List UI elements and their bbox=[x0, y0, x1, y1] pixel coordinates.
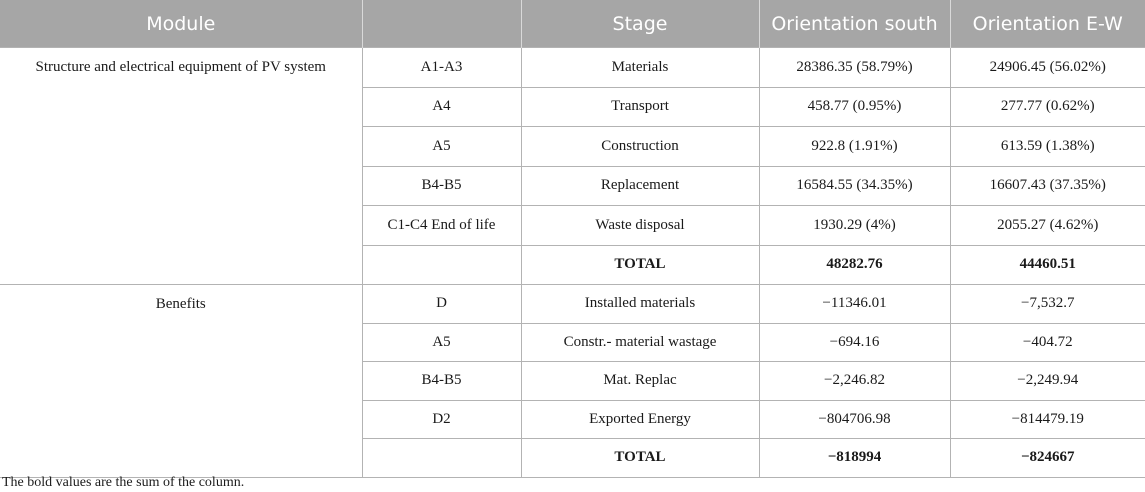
item-cell: TOTAL bbox=[521, 245, 759, 285]
stage-cell: D bbox=[362, 285, 521, 324]
stage-cell: B4-B5 bbox=[362, 362, 521, 401]
ew-value-cell: 44460.51 bbox=[950, 245, 1145, 285]
item-cell: Waste disposal bbox=[521, 206, 759, 246]
south-value-cell: −2,246.82 bbox=[759, 362, 950, 401]
header-orientation-south: Orientation south bbox=[759, 0, 950, 48]
ew-value-cell: −2,249.94 bbox=[950, 362, 1145, 401]
table-body bbox=[0, 48, 1145, 478]
item-cell: TOTAL bbox=[521, 439, 759, 478]
item-cell: Mat. Replac bbox=[521, 362, 759, 401]
south-value-cell: 28386.35 (58.79%) bbox=[759, 48, 950, 88]
south-value-cell: −804706.98 bbox=[759, 400, 950, 439]
ew-value-cell: 277.77 (0.62%) bbox=[950, 87, 1145, 127]
ew-value-cell: −7,532.7 bbox=[950, 285, 1145, 324]
header-module: Module bbox=[0, 0, 362, 48]
stage-cell bbox=[362, 245, 521, 285]
header-row bbox=[0, 0, 1145, 48]
item-cell: Constr.- material wastage bbox=[521, 323, 759, 362]
ew-value-cell: −814479.19 bbox=[950, 400, 1145, 439]
south-value-cell: −11346.01 bbox=[759, 285, 950, 324]
south-value-cell: 458.77 (0.95%) bbox=[759, 87, 950, 127]
item-cell: Construction bbox=[521, 127, 759, 167]
south-value-cell: −818994 bbox=[759, 439, 950, 478]
item-cell: Installed materials bbox=[521, 285, 759, 324]
table-footnote: The bold values are the sum of the column. bbox=[2, 475, 245, 490]
header-module-spacer bbox=[362, 0, 521, 48]
item-cell: Exported Energy bbox=[521, 400, 759, 439]
ew-value-cell: −824667 bbox=[950, 439, 1145, 478]
stage-cell: A4 bbox=[362, 87, 521, 127]
ew-value-cell: 24906.45 (56.02%) bbox=[950, 48, 1145, 88]
stage-cell: C1-C4 End of life bbox=[362, 206, 521, 246]
south-value-cell: 922.8 (1.91%) bbox=[759, 127, 950, 167]
table-row bbox=[0, 285, 1145, 324]
module-cell: Benefits bbox=[0, 285, 362, 478]
item-cell: Transport bbox=[521, 87, 759, 127]
stage-cell: A5 bbox=[362, 127, 521, 167]
item-cell: Replacement bbox=[521, 166, 759, 206]
ew-value-cell: 16607.43 (37.35%) bbox=[950, 166, 1145, 206]
ew-value-cell: 2055.27 (4.62%) bbox=[950, 206, 1145, 246]
module-cell: Structure and electrical equipment of PV system bbox=[0, 48, 362, 285]
table-row bbox=[0, 48, 1145, 88]
south-value-cell: 16584.55 (34.35%) bbox=[759, 166, 950, 206]
header-stage: Stage bbox=[521, 0, 759, 48]
south-value-cell: −694.16 bbox=[759, 323, 950, 362]
stage-cell: B4-B5 bbox=[362, 166, 521, 206]
stage-cell: D2 bbox=[362, 400, 521, 439]
header-orientation-ew: Orientation E-W bbox=[950, 0, 1145, 48]
ew-value-cell: 613.59 (1.38%) bbox=[950, 127, 1145, 167]
ew-value-cell: −404.72 bbox=[950, 323, 1145, 362]
south-value-cell: 1930.29 (4%) bbox=[759, 206, 950, 246]
stage-cell: A1-A3 bbox=[362, 48, 521, 88]
south-value-cell: 48282.76 bbox=[759, 245, 950, 285]
item-cell: Materials bbox=[521, 48, 759, 88]
stage-cell: A5 bbox=[362, 323, 521, 362]
stage-cell bbox=[362, 439, 521, 478]
